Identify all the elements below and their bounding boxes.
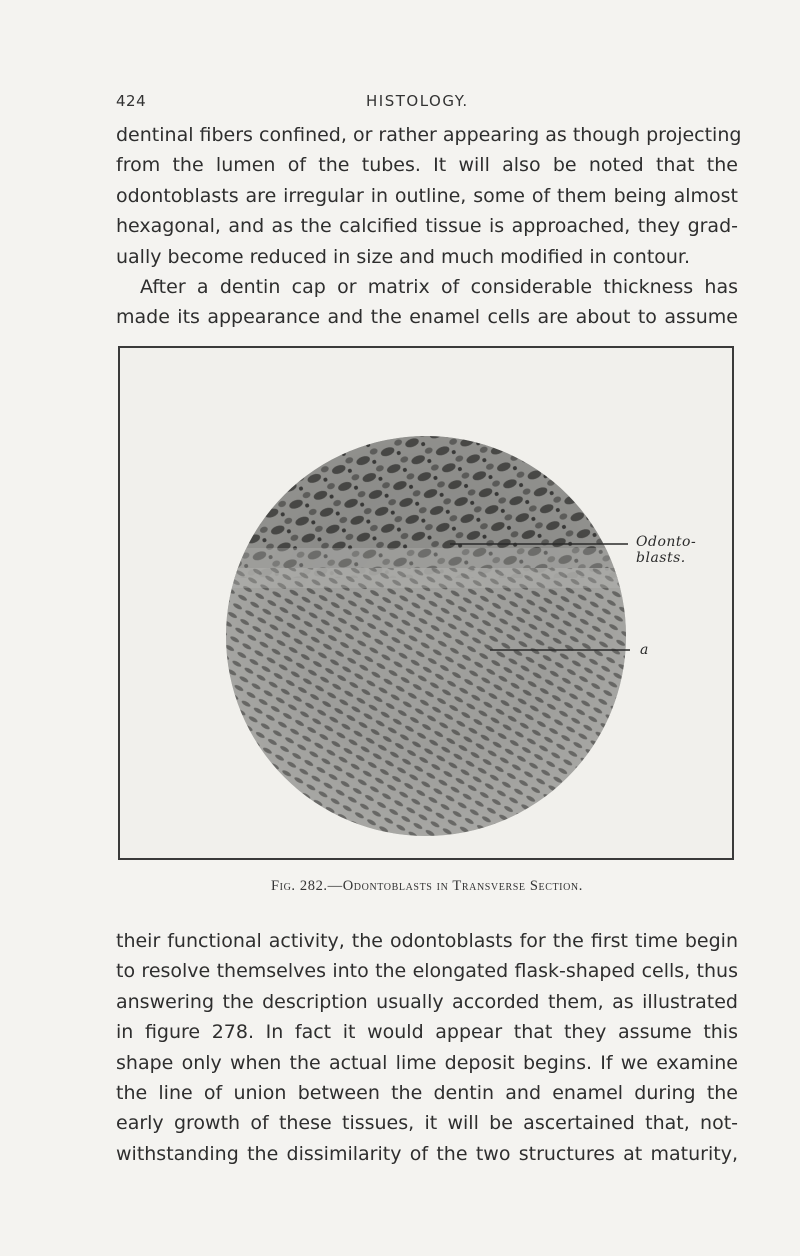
text-line: hexagonal, and as the calcified tissue is approached, they grad- — [116, 215, 738, 238]
text-line: their functional activity, the odontoblasts for the first time begin — [116, 930, 738, 952]
text-line: in figure 278. In fact it would appear that they assume this — [116, 1021, 738, 1044]
text-line: After a dentin cap or matrix of considerable thickness has — [140, 276, 738, 299]
page-number: 424 — [116, 92, 147, 110]
text-line: dentinal fibers confined, or rather appearing as though projecting — [116, 124, 742, 146]
page-header — [116, 92, 736, 116]
text-line: the line of union between the dentin and enamel during the — [116, 1082, 738, 1105]
figure-caption: Fig. 282.—Odontoblasts in Transverse Section. — [271, 878, 583, 894]
running-head: HISTOLOGY. — [366, 92, 469, 110]
label-a: a — [640, 642, 649, 658]
micrograph-image — [120, 348, 732, 858]
text-line: answering the description usually accorded them, as illustrated — [116, 990, 738, 1013]
text-line: made its appearance and the enamel cells are about to assume — [116, 306, 738, 329]
text-line: shape only when the actual lime deposit begins. If we examine — [116, 1051, 738, 1074]
label-odontoblasts — [636, 534, 696, 566]
text-line: withstanding the dissimilarity of the two structures at maturity, — [116, 1142, 738, 1165]
text-line: ually become reduced in size and much modified in contour. — [116, 245, 691, 268]
paragraph-bottom — [116, 926, 738, 1169]
text-line: from the lumen of the tubes. It will also be noted that the — [116, 154, 738, 177]
text-line: to resolve themselves into the elongated flask-shaped cells, thus — [116, 960, 738, 983]
label-odontoblasts-line1: Odonto- — [636, 534, 697, 550]
paragraph-top — [116, 120, 742, 333]
label-odontoblasts-line2: blasts. — [636, 550, 686, 566]
figure-micrograph — [118, 346, 734, 860]
text-line: early growth of these tissues, it will be ascertained that, not- — [116, 1112, 738, 1135]
text-line: odontoblasts are irregular in outline, some of them being almost — [116, 184, 738, 207]
